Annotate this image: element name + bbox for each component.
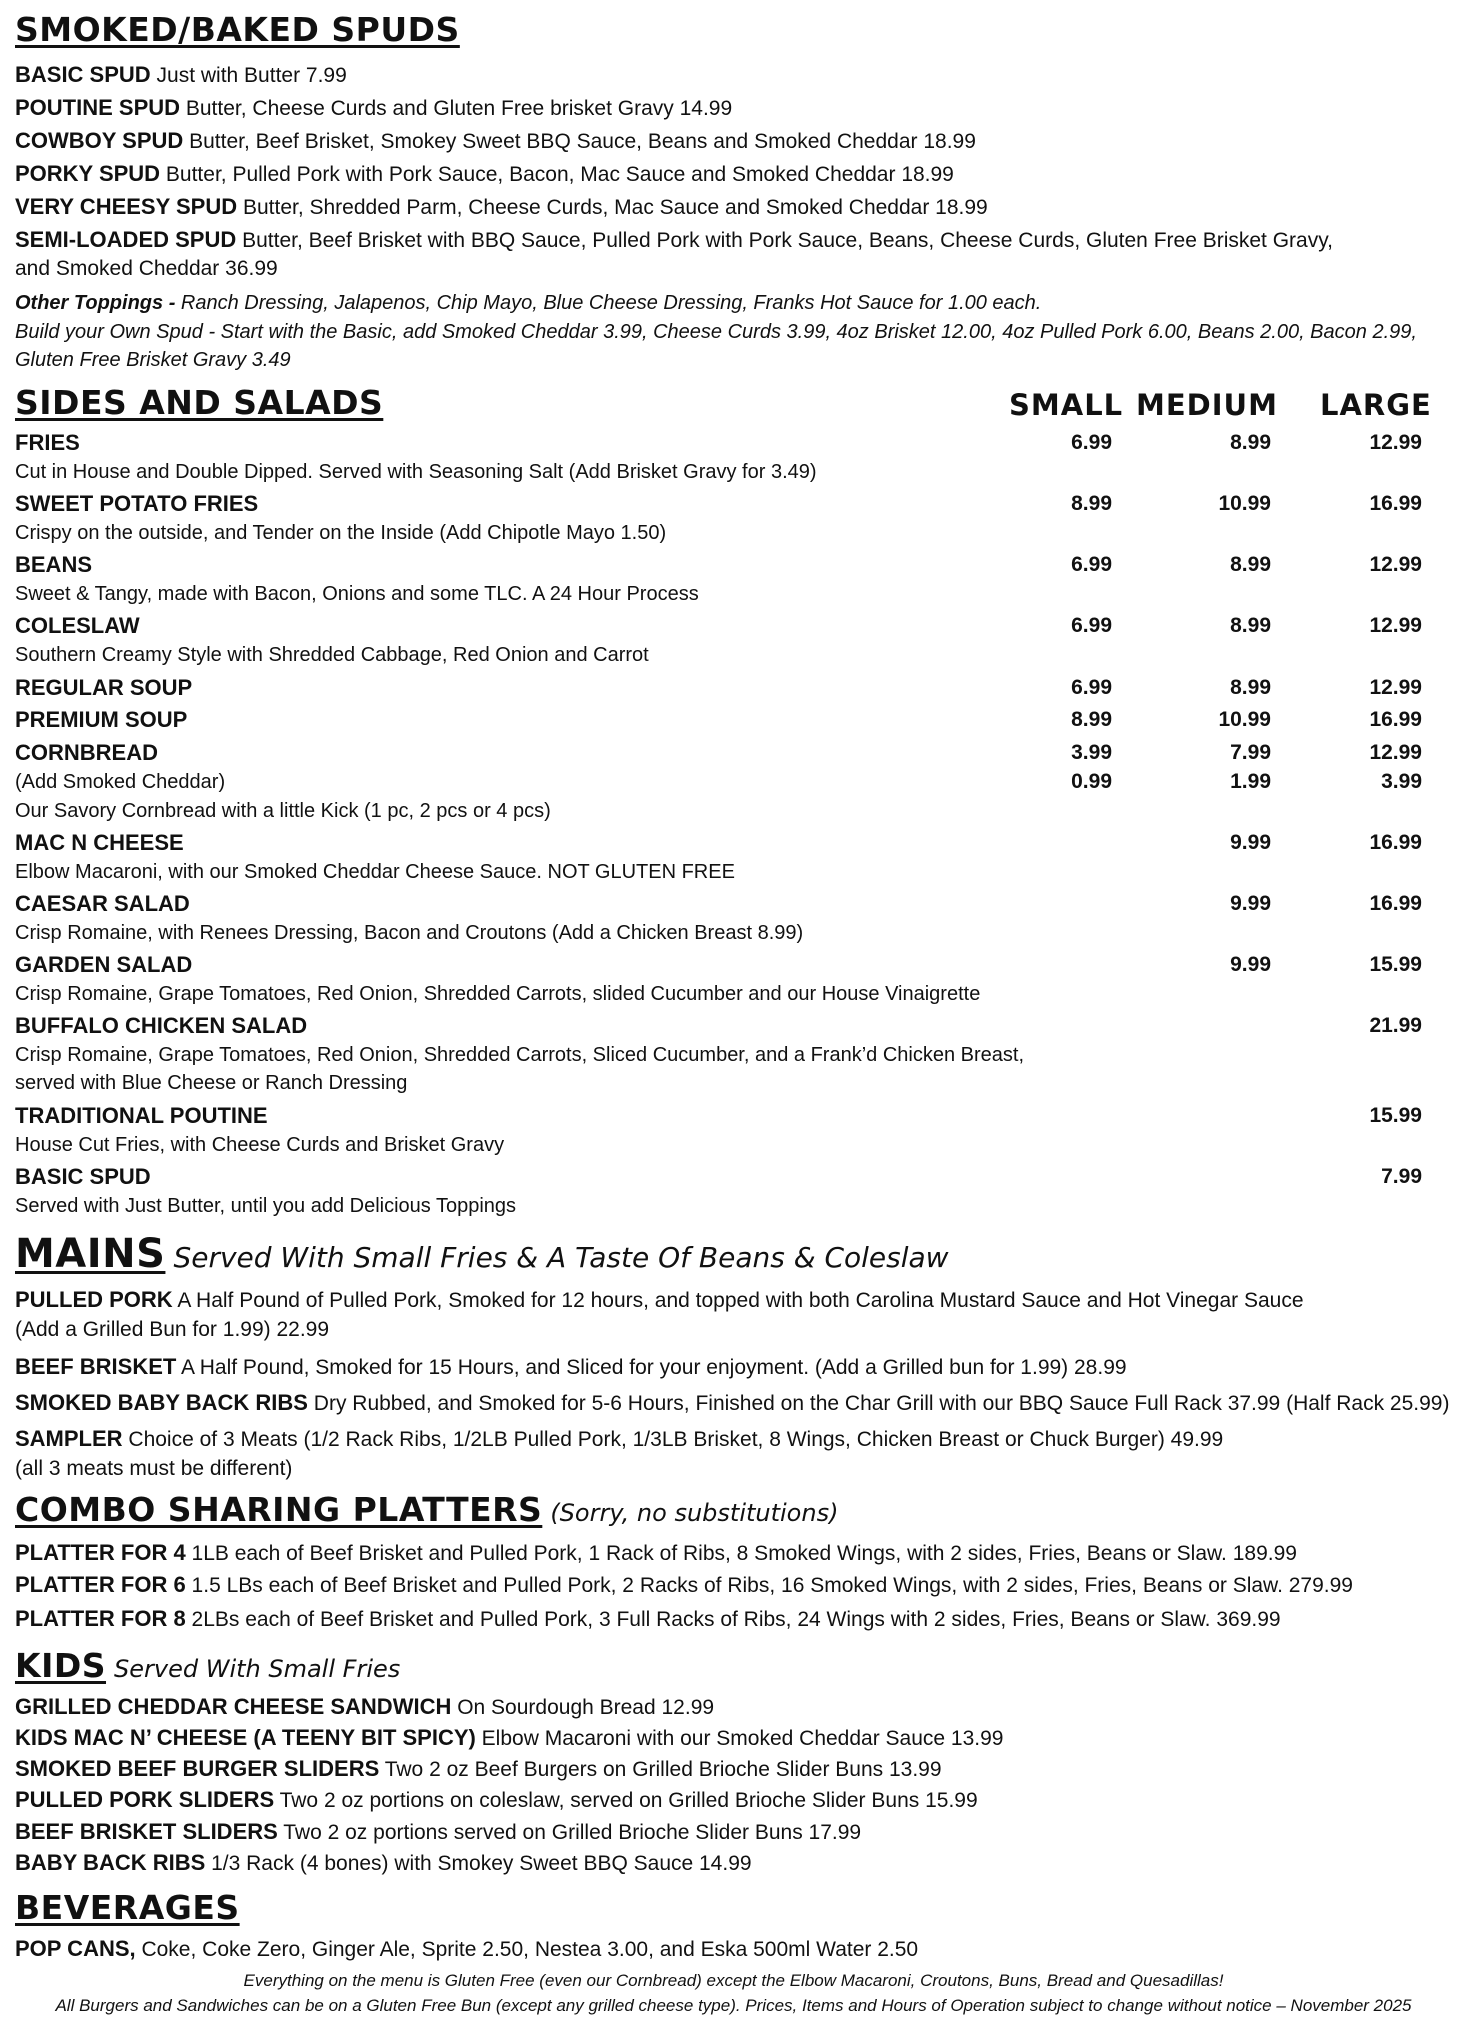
side-desc-garden-salad: Crisp Romaine, Grape Tomatoes, Red Onion, Shredded Carrots, slided Cucumber and our House Vinaigrette xyxy=(15,983,981,1005)
spud-item-porky: PORKY SPUD Butter, Pulled Pork with Pork Sauce, Bacon, Mac Sauce and Smoked Cheddar 18.99 xyxy=(15,161,954,186)
beverages-section-heading xyxy=(15,1888,240,1928)
price-medium: 1.99 xyxy=(1230,770,1271,793)
price-large: 16.99 xyxy=(1369,892,1422,915)
kids-title: KIDS xyxy=(15,1646,107,1685)
sides-section-heading xyxy=(15,383,383,423)
footer-gluten-note: Everything on the menu is Gluten Free (even our Cornbread) except the Elbow Macaroni, Croutons, Buns, Bread and Quesadillas! xyxy=(243,1971,1224,1990)
mains-subtitle: Served With Small Fries & A Taste Of Beans & Coleslaw xyxy=(173,1241,949,1274)
side-name-sweet-potato-fries: SWEET POTATO FRIES xyxy=(15,491,259,516)
price-large: 16.99 xyxy=(1369,492,1422,515)
beverage-pop-cans: POP CANS, Coke, Coke Zero, Ginger Ale, Sprite 2.50, Nestea 3.00, and Eska 500ml Water 2.50 xyxy=(15,1936,919,1961)
price-small: 6.99 xyxy=(1071,614,1112,637)
price-medium: 8.99 xyxy=(1230,553,1271,576)
side-desc-cornbread: Our Savory Cornbread with a little Kick (1 pc, 2 pcs or 4 pcs) xyxy=(15,800,551,822)
side-name-mac-n-cheese: MAC N CHEESE xyxy=(15,830,184,855)
side-name-fries: FRIES xyxy=(15,430,80,455)
build-your-own-line1: Build your Own Spud - Start with the Basic, add Smoked Cheddar 3.99, Cheese Curds 3.99, 4oz Brisket 12.00, 4oz Pulled Pork 6.00, Beans 2.00, Bacon 2.99, xyxy=(15,321,1417,343)
side-desc-caesar-salad: Crisp Romaine, with Renees Dressing, Bacon and Croutons (Add a Chicken Breast 8.99) xyxy=(15,922,804,944)
side-desc-mac-n-cheese: Elbow Macaroni, with our Smoked Cheddar Cheese Sauce. NOT GLUTEN FREE xyxy=(15,861,735,883)
price-small: 6.99 xyxy=(1071,553,1112,576)
side-desc-buffalo-chicken-salad-cont: served with Blue Cheese or Ranch Dressing xyxy=(15,1072,408,1094)
col-large: LARGE xyxy=(1320,388,1432,422)
platters-title: COMBO SHARING PLATTERS xyxy=(15,1490,543,1529)
price-medium: 9.99 xyxy=(1230,953,1271,976)
col-small: SMALL xyxy=(1009,388,1124,422)
price-small: 0.99 xyxy=(1071,770,1112,793)
sides-title: SIDES AND SALADS xyxy=(15,383,384,422)
side-name-beans: BEANS xyxy=(15,552,93,577)
other-toppings: Other Toppings - Ranch Dressing, Jalapenos, Chip Mayo, Blue Cheese Dressing, Franks Hot Sauce for 1.00 each. xyxy=(15,292,1042,314)
mains-title: MAINS xyxy=(15,1231,166,1277)
side-desc-buffalo-chicken-salad: Crisp Romaine, Grape Tomatoes, Red Onion, Shredded Carrots, Sliced Cucumber, and a Frank’d Chicken Breast, xyxy=(15,1044,1025,1066)
side-desc-fries: Cut in House and Double Dipped. Served with Seasoning Salt (Add Brisket Gravy for 3.49) xyxy=(15,461,817,483)
side-desc-basic-spud: Served with Just Butter, until you add Delicious Toppings xyxy=(15,1195,517,1217)
price-large: 12.99 xyxy=(1369,614,1422,637)
spud-item-semi-loaded: SEMI-LOADED SPUD Butter, Beef Brisket with BBQ Sauce, Pulled Pork with Pork Sauce, Beans, Cheese Curds, Gluten Free Brisket Gravy, xyxy=(15,227,1334,252)
spud-item-basic: BASIC SPUD Just with Butter 7.99 xyxy=(15,62,347,87)
kids-item-baby-back-ribs: BABY BACK RIBS 1/3 Rack (4 bones) with Smokey Sweet BBQ Sauce 14.99 xyxy=(15,1850,752,1875)
platter-item-6: PLATTER FOR 6 1.5 LBs each of Beef Brisket and Pulled Pork, 2 Racks of Ribs, 16 Smoked Wings, with 2 sides, Fries, Beans or Slaw. 279.99 xyxy=(15,1572,1353,1597)
beverages-title: BEVERAGES xyxy=(15,1888,240,1927)
price-large: 12.99 xyxy=(1369,553,1422,576)
footer-disclaimer: All Burgers and Sandwiches can be on a Gluten Free Bun (except any grilled cheese type). Prices, Items and Hours of Operation subject to change without notice – November 2025 xyxy=(55,1996,1412,2015)
kids-item-grilled-cheese: GRILLED CHEDDAR CHEESE SANDWICH On Sourdough Bread 12.99 xyxy=(15,1694,715,1719)
mains-section-heading xyxy=(15,1231,949,1277)
spuds-title: SMOKED/BAKED SPUDS xyxy=(15,10,460,49)
price-large: 3.99 xyxy=(1381,770,1422,793)
build-your-own-line2: Gluten Free Brisket Gravy 3.49 xyxy=(15,349,291,371)
price-medium: 8.99 xyxy=(1230,676,1271,699)
side-name-caesar-salad: CAESAR SALAD xyxy=(15,891,190,916)
kids-item-mac-n-cheese: KIDS MAC N’ CHEESE (A TEENY BIT SPICY) Elbow Macaroni with our Smoked Cheddar Sauce 13.99 xyxy=(15,1725,1004,1750)
price-small: 6.99 xyxy=(1071,676,1112,699)
price-medium: 10.99 xyxy=(1218,492,1271,515)
side-desc-beans: Sweet & Tangy, made with Bacon, Onions and some TLC. A 24 Hour Process xyxy=(15,583,699,605)
price-medium: 9.99 xyxy=(1230,831,1271,854)
spud-item-poutine: POUTINE SPUD Butter, Cheese Curds and Gluten Free brisket Gravy 14.99 xyxy=(15,95,733,120)
kids-section-heading xyxy=(15,1646,400,1686)
side-name-traditional-poutine: TRADITIONAL POUTINE xyxy=(15,1103,268,1128)
price-medium: 10.99 xyxy=(1218,708,1271,731)
price-large: 7.99 xyxy=(1381,1165,1422,1188)
side-desc-sweet-potato-fries: Crispy on the outside, and Tender on the Inside (Add Chipotle Mayo 1.50) xyxy=(15,522,667,544)
price-large: 16.99 xyxy=(1369,708,1422,731)
side-desc-traditional-poutine: House Cut Fries, with Cheese Curds and Brisket Gravy xyxy=(15,1134,505,1156)
col-medium: MEDIUM xyxy=(1136,388,1278,422)
platters-section-heading xyxy=(15,1490,838,1530)
side-name-regular-soup: REGULAR SOUP xyxy=(15,675,193,700)
price-large: 12.99 xyxy=(1369,676,1422,699)
side-name-premium-soup: PREMIUM SOUP xyxy=(15,707,188,732)
kids-item-pulled-pork-sliders: PULLED PORK SLIDERS Two 2 oz portions on coleslaw, served on Grilled Brioche Slider Buns 15.99 xyxy=(15,1787,978,1812)
price-medium: 7.99 xyxy=(1230,741,1271,764)
side-name-cornbread: CORNBREAD xyxy=(15,740,158,765)
price-small: 3.99 xyxy=(1071,741,1112,764)
side-name-garden-salad: GARDEN SALAD xyxy=(15,952,193,977)
price-small: 6.99 xyxy=(1071,431,1112,454)
main-item-sampler-cont: (all 3 meats must be different) xyxy=(15,1457,293,1480)
price-large: 21.99 xyxy=(1369,1014,1422,1037)
side-desc-coleslaw: Southern Creamy Style with Shredded Cabbage, Red Onion and Carrot xyxy=(15,644,649,666)
kids-item-burger-sliders: SMOKED BEEF BURGER SLIDERS Two 2 oz Beef Burgers on Grilled Brioche Slider Buns 13.99 xyxy=(15,1756,942,1781)
kids-subtitle: Served With Small Fries xyxy=(114,1655,401,1683)
side-name-basic-spud: BASIC SPUD xyxy=(15,1164,151,1189)
price-medium: 8.99 xyxy=(1230,431,1271,454)
side-name-add-smoked-cheddar: (Add Smoked Cheddar) xyxy=(15,771,226,793)
main-item-pulled-pork: PULLED PORK A Half Pound of Pulled Pork, Smoked for 12 hours, and topped with both Carolina Mustard Sauce and Hot Vinegar Sauce xyxy=(15,1287,1304,1312)
main-item-pulled-pork-cont: (Add a Grilled Bun for 1.99) 22.99 xyxy=(15,1318,330,1341)
main-item-sampler: SAMPLER Choice of 3 Meats (1/2 Rack Ribs, 1/2LB Pulled Pork, 1/3LB Brisket, 8 Wings, Chicken Breast or Chuck Burger) 49.99 xyxy=(15,1426,1224,1451)
price-large: 12.99 xyxy=(1369,741,1422,764)
platter-item-8: PLATTER FOR 8 2LBs each of Beef Brisket and Pulled Pork, 3 Full Racks of Ribs, 24 Wings with 2 sides, Fries, Beans or Slaw. 369.99 xyxy=(15,1606,1281,1631)
spud-item-cowboy: COWBOY SPUD Butter, Beef Brisket, Smokey Sweet BBQ Sauce, Beans and Smoked Cheddar 18.99 xyxy=(15,128,976,153)
price-large: 12.99 xyxy=(1369,431,1422,454)
price-large: 15.99 xyxy=(1369,953,1422,976)
side-name-buffalo-chicken-salad: BUFFALO CHICKEN SALAD xyxy=(15,1013,308,1038)
spud-item-very-cheesy: VERY CHEESY SPUD Butter, Shredded Parm, Cheese Curds, Mac Sauce and Smoked Cheddar 18.99 xyxy=(15,194,988,219)
main-item-baby-back-ribs: SMOKED BABY BACK RIBS Dry Rubbed, and Smoked for 5-6 Hours, Finished on the Char Grill with our BBQ Sauce Full Rack 37.99 (Half Rack 25.99) xyxy=(15,1390,1450,1415)
platter-item-4: PLATTER FOR 4 1LB each of Beef Brisket and Pulled Pork, 1 Rack of Ribs, 8 Smoked Wings, with 2 sides, Fries, Beans or Slaw. 189.99 xyxy=(15,1540,1297,1565)
price-small: 8.99 xyxy=(1071,708,1112,731)
kids-item-brisket-sliders: BEEF BRISKET SLIDERS Two 2 oz portions served on Grilled Brioche Slider Buns 17.99 xyxy=(15,1819,862,1844)
main-item-beef-brisket: BEEF BRISKET A Half Pound, Smoked for 15 Hours, and Sliced for your enjoyment. (Add a Grilled bun for 1.99) 28.99 xyxy=(15,1354,1127,1379)
price-large: 16.99 xyxy=(1369,831,1422,854)
price-large: 15.99 xyxy=(1369,1104,1422,1127)
price-medium: 8.99 xyxy=(1230,614,1271,637)
price-medium: 9.99 xyxy=(1230,892,1271,915)
price-small: 8.99 xyxy=(1071,492,1112,515)
platters-subtitle: (Sorry, no substitutions) xyxy=(550,1499,839,1527)
side-name-coleslaw: COLESLAW xyxy=(15,613,140,638)
spuds-section-heading xyxy=(15,10,460,50)
spud-item-semi-loaded-cont: and Smoked Cheddar 36.99 xyxy=(15,257,278,280)
